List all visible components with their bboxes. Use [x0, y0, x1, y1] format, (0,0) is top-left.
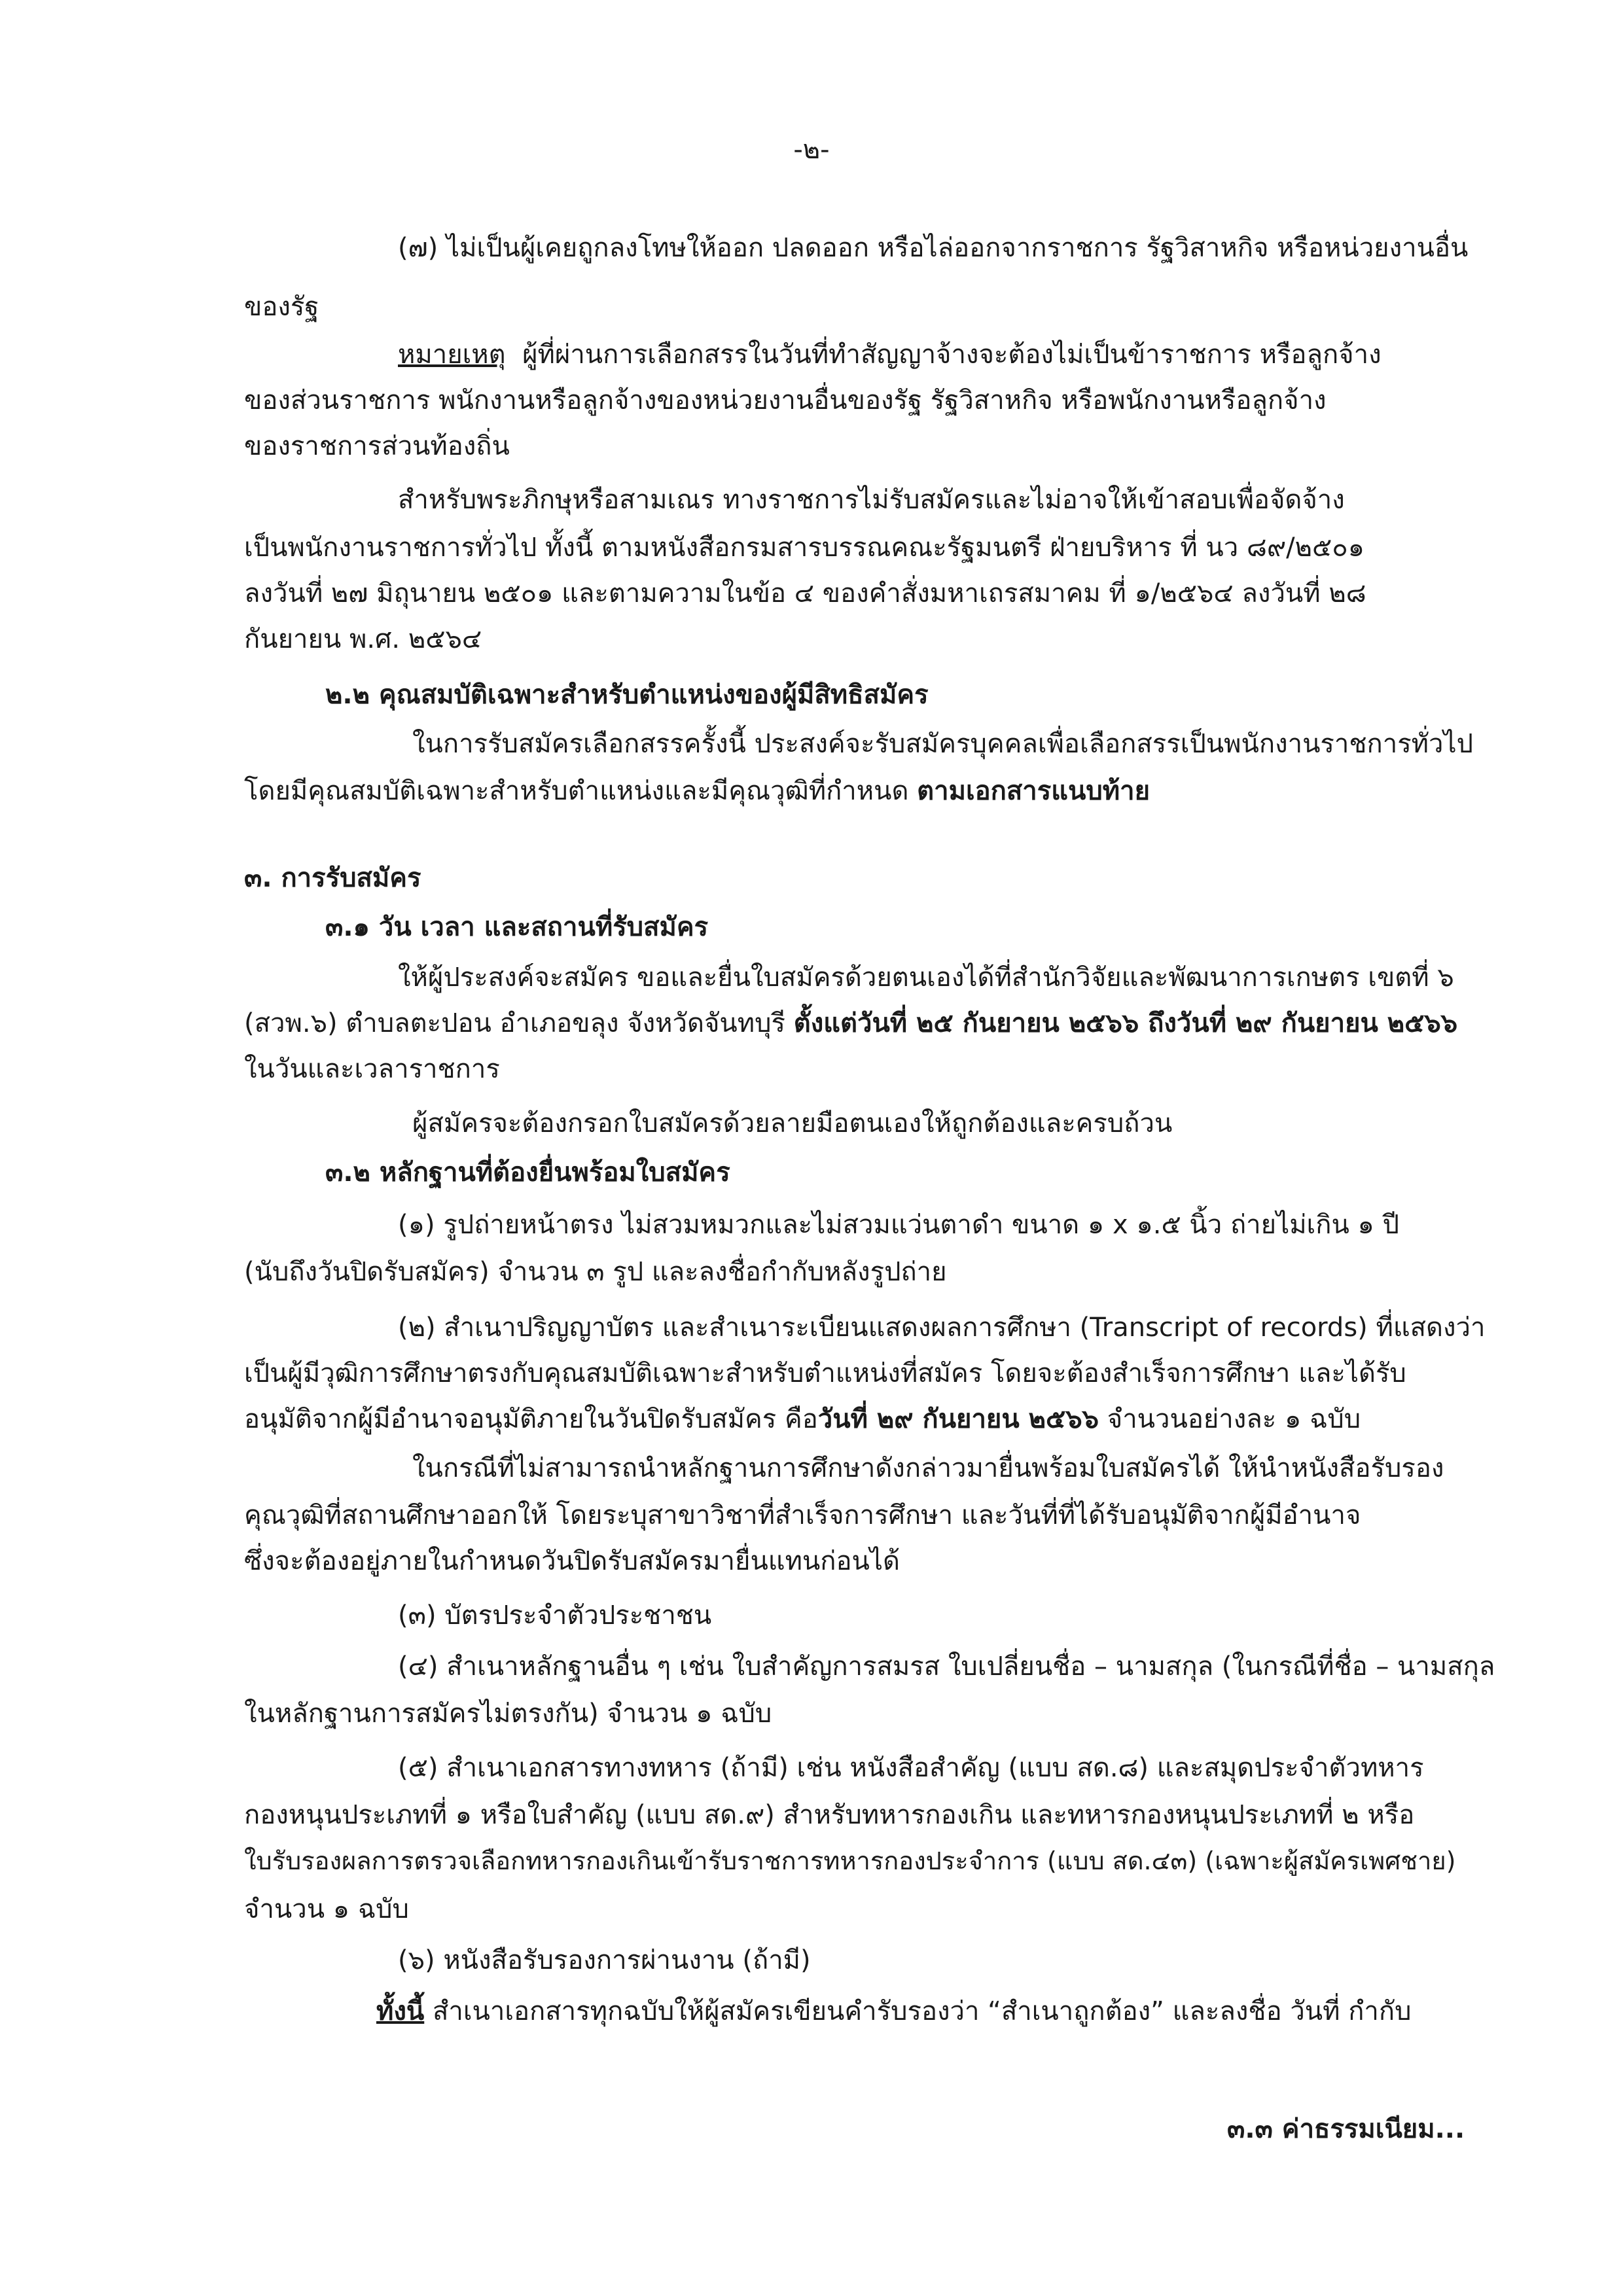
paragraph-line: ผู้สมัครจะต้องกรอกใบสมัครด้วยลายมือตนเองให้ถูกต้องและครบถ้วน [412, 1108, 1173, 1139]
note-text: ผู้ที่ผ่านการเลือกสรรในวันที่ทำสัญญาจ้างจะต้องไม่เป็นข้าราชการ หรือลูกจ้าง [522, 340, 1382, 370]
closing-label: ทั้งนี้ [376, 1996, 425, 2026]
subsection-heading: ๓.๑ วัน เวลา และสถานที่รับสมัคร [325, 912, 709, 942]
paragraph-line: สำหรับพระภิกษุหรือสามเณร ทางราชการไม่รับสมัครและไม่อาจให้เข้าสอบเพื่อจัดจ้าง [398, 485, 1345, 515]
paragraph-line: กองหนุนประเภทที่ ๑ หรือใบสำคัญ (แบบ สด.๙) สำหรับทหารกองเกิน และทหารกองหนุนประเภทที่ ๒ หรือ [244, 1800, 1415, 1830]
list-item: (๖) หนังสือรับรองการผ่านงาน (ถ้ามี) [398, 1945, 811, 1975]
page-number: -๒- [793, 135, 830, 165]
paragraph-line: ในวันและเวลาราชการ [244, 1054, 500, 1084]
paragraph-line: ในหลักฐานการสมัครไม่ตรงกัน) จำนวน ๑ ฉบับ [244, 1699, 772, 1729]
paragraph-text: โดยมีคุณสมบัติเฉพาะสำหรับตำแหน่งและมีคุณวุฒิที่กำหนด [244, 776, 909, 806]
paragraph-text: (สวพ.๖) ตำบลตะปอน อำเภอขลุง จังหวัดจันทบุรี [244, 1008, 785, 1038]
emphasis-text: วันที่ ๒๙ กันยายน ๒๕๖๖ [817, 1404, 1099, 1434]
paragraph-line: ในกรณีที่ไม่สามารถนำหลักฐานการศึกษาดังกล่าวมายื่นพร้อมใบสมัครได้ ให้นำหนังสือรับรอง [412, 1453, 1444, 1483]
paragraph-line: (๗) ไม่เป็นผู้เคยถูกลงโทษให้ออก ปลดออก หรือไล่ออกจากราชการ รัฐวิสาหกิจ หรือหน่วยงานอื่น [398, 233, 1469, 263]
paragraph-line: ใบรับรองผลการตรวจเลือกทหารกองเกินเข้ารับราชการทหารกองประจำการ (แบบ สด.๔๓) (เฉพาะผู้สมัครเพศชาย) [244, 1846, 1456, 1875]
paragraph-line: ในการรับสมัครเลือกสรรครั้งนี้ ประสงค์จะรับสมัครบุคคลเพื่อเลือกสรรเป็นพนักงานราชการทั่วไป [412, 729, 1474, 759]
continuation-note: ๓.๓ ค่าธรรมเนียม... [1227, 2114, 1465, 2144]
subsection-heading: ๓.๒ หลักฐานที่ต้องยื่นพร้อมใบสมัคร [325, 1157, 730, 1188]
closing-text: สำเนาเอกสารทุกฉบับให้ผู้สมัครเขียนคำรับรองว่า “สำเนาถูกต้อง” และลงชื่อ วันที่ กำกับ [432, 1996, 1412, 2026]
list-item: (๕) สำเนาเอกสารทางทหาร (ถ้ามี) เช่น หนังสือสำคัญ (แบบ สด.๘) และสมุดประจำตัวทหาร [398, 1753, 1424, 1783]
paragraph-line: กันยายน พ.ศ. ๒๕๖๔ [244, 624, 482, 654]
paragraph-line: ของส่วนราชการ พนักงานหรือลูกจ้างของหน่วยงานอื่นของรัฐ รัฐวิสาหกิจ หรือพนักงานหรือลูกจ้าง [244, 385, 1327, 415]
paragraph-line: ลงวันที่ ๒๗ มิถุนายน ๒๕๐๑ และตามความในข้อ ๔ ของคำสั่งมหาเถรสมาคม ที่ ๑/๒๕๖๔ ลงวันที่ ๒๘ [244, 578, 1366, 609]
paragraph-line: ของรัฐ [244, 292, 319, 322]
paragraph-line [244, 1008, 1457, 1039]
paragraph-text: อนุมัติจากผู้มีอำนาจอนุมัติภายในวันปิดรับสมัคร คือ [244, 1404, 818, 1434]
paragraph-line: คุณวุฒิที่สถานศึกษาออกให้ โดยระบุสาขาวิชาที่สำเร็จการศึกษา และวันที่ที่ได้รับอนุมัติจากผู้มีอำนาจ [244, 1500, 1361, 1530]
list-item: (๓) บัตรประจำตัวประชาชน [398, 1600, 712, 1631]
paragraph-text: จำนวนอย่างละ ๑ ฉบับ [1107, 1404, 1361, 1434]
paragraph-line: เป็นผู้มีวุฒิการศึกษาตรงกับคุณสมบัติเฉพาะสำหรับตำแหน่งที่สมัคร โดยจะต้องสำเร็จการศึกษา และได้รับ [244, 1358, 1406, 1388]
section-heading: ๓. การรับสมัคร [244, 863, 421, 893]
paragraph-line: ให้ผู้ประสงค์จะสมัคร ขอและยื่นใบสมัครด้วยตนเองได้ที่สำนักวิจัยและพัฒนาการเกษตร เขตที่ ๖ [398, 963, 1454, 993]
paragraph-line: จำนวน ๑ ฉบับ [244, 1894, 409, 1924]
paragraph-line [244, 775, 1150, 807]
paragraph-line: ซึ่งจะต้องอยู่ภายในกำหนดวันปิดรับสมัครมายื่นแทนก่อนได้ [244, 1546, 900, 1576]
emphasis-text: ตามเอกสารแนบท้าย [917, 776, 1150, 806]
list-item: (๔) สำเนาหลักฐานอื่น ๆ เช่น ใบสำคัญการสมรส ใบเปลี่ยนชื่อ – นามสกุล (ในกรณีที่ชื่อ – นามสกุล [398, 1651, 1495, 1682]
paragraph-line: เป็นพนักงานราชการทั่วไป ทั้งนี้ ตามหนังสือกรมสารบรรณคณะรัฐมนตรี ฝ่ายบริหาร ที่ นว ๘๙/๒๕๐๑ [244, 533, 1365, 563]
closing-line [376, 1996, 1412, 2027]
paragraph-line: ของราชการส่วนท้องถิ่น [244, 431, 510, 461]
note-line [398, 339, 1382, 370]
emphasis-text: ตั้งแต่วันที่ ๒๕ กันยายน ๒๕๖๖ ถึงวันที่ ๒๙ กันยายน ๒๕๖๖ [793, 1008, 1458, 1038]
paragraph-line [244, 1404, 1361, 1435]
note-label: หมายเหตุ [398, 340, 506, 370]
paragraph-line: (นับถึงวันปิดรับสมัคร) จำนวน ๓ รูป และลงชื่อกำกับหลังรูปถ่าย [244, 1257, 947, 1287]
section-heading: ๒.๒ คุณสมบัติเฉพาะสำหรับตำแหน่งของผู้มีสิทธิสมัคร [325, 680, 929, 710]
list-item: (๑) รูปถ่ายหน้าตรง ไม่สวมหมวกและไม่สวมแว่นตาดำ ขนาด ๑ x ๑.๕ นิ้ว ถ่ายไม่เกิน ๑ ปี [398, 1210, 1399, 1240]
list-item: (๒) สำเนาปริญญาบัตร และสำเนาระเบียนแสดงผลการศึกษา (Transcript of records) ที่แสดงว่า [398, 1313, 1486, 1343]
